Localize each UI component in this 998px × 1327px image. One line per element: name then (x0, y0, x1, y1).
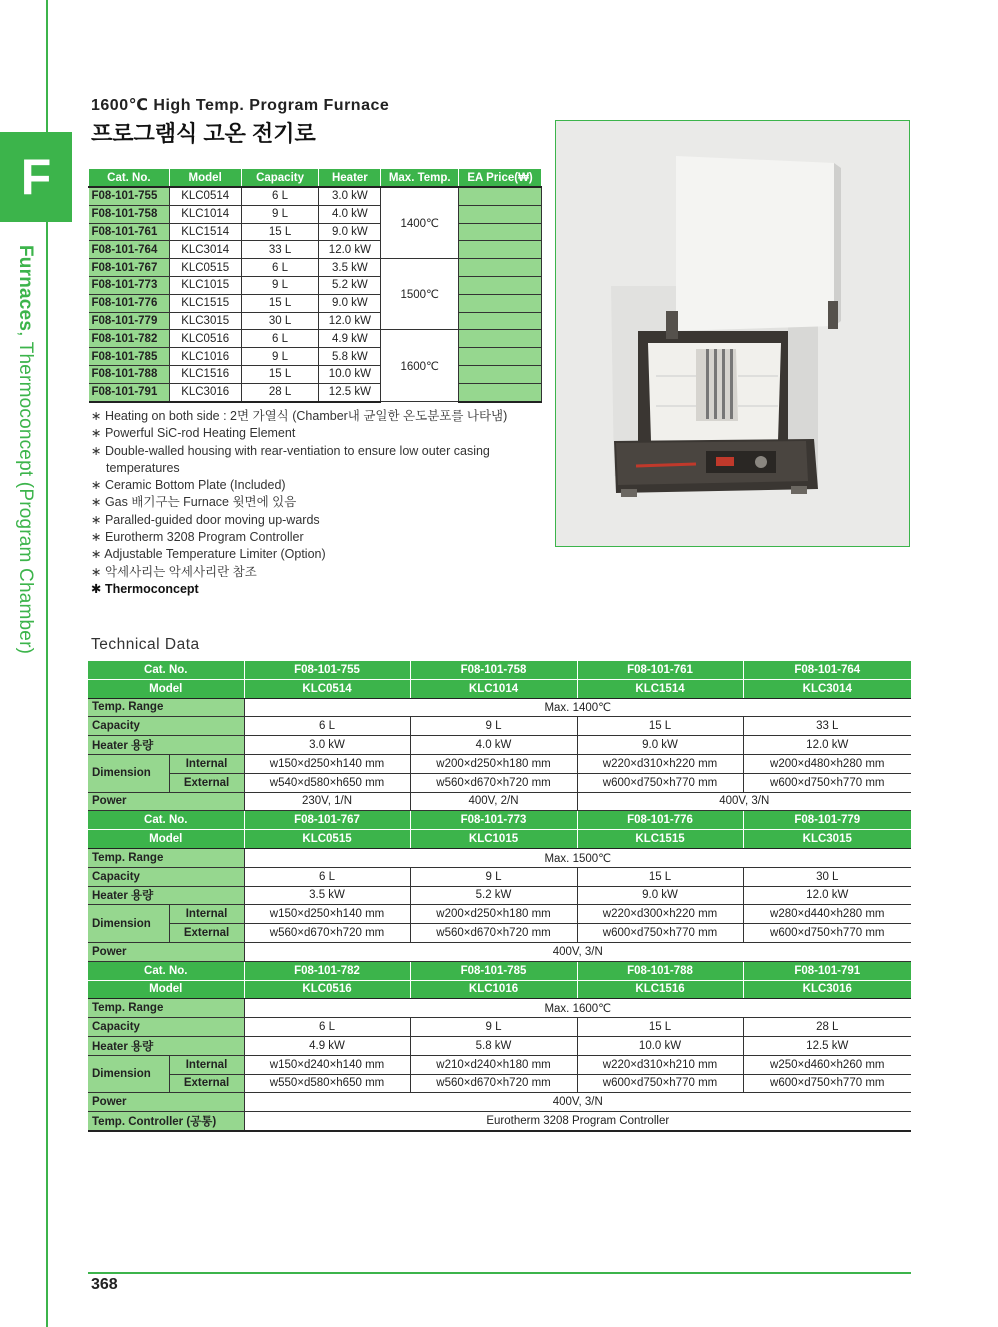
tech-model-row (88, 980, 911, 999)
tech-model: KLC1014 (410, 679, 577, 698)
price-row (89, 348, 542, 366)
model-cell: KLC3016 (169, 383, 241, 401)
max-temp-cell: 1400℃ (381, 187, 459, 259)
price-header-capacity: Capacity (241, 169, 319, 188)
cat-no-cell: F08-101-773 (89, 276, 170, 294)
tech-label-cat: Cat. No. (88, 811, 244, 830)
tech-heater: 12.0 kW (743, 736, 911, 755)
tech-heater-row (88, 886, 911, 905)
side-label-bold: Furnaces (15, 245, 36, 332)
tech-capacity: 9 L (410, 1018, 577, 1037)
tech-internal-dim: w250×d460×h260 mm (743, 1055, 911, 1074)
tech-label-internal: Internal (169, 754, 244, 773)
technical-data-table (88, 661, 911, 1132)
section-side-label (14, 245, 36, 654)
cat-no-cell: F08-101-776 (89, 294, 170, 312)
tech-external-row (88, 773, 911, 792)
tech-temp-row (88, 848, 911, 867)
tech-model-row (88, 830, 911, 849)
tech-heater: 12.5 kW (743, 1036, 911, 1055)
capacity-cell: 15 L (241, 365, 319, 383)
tech-cat-no: F08-101-782 (244, 961, 410, 980)
model-cell: KLC0516 (169, 330, 241, 348)
tech-capacity: 9 L (410, 867, 577, 886)
tech-label-controller: Temp. Controller (공통) (88, 1112, 244, 1131)
tech-internal-row (88, 754, 911, 773)
tech-heater-row (88, 1036, 911, 1055)
price-row (89, 276, 542, 294)
heater-cell: 5.2 kW (319, 276, 381, 294)
tech-internal-dim: w200×d480×h280 mm (743, 754, 911, 773)
heater-cell: 12.0 kW (319, 312, 381, 330)
capacity-cell: 33 L (241, 241, 319, 259)
tech-internal-dim: w220×d310×h210 mm (577, 1055, 743, 1074)
tech-capacity: 15 L (577, 867, 743, 886)
tech-heater: 9.0 kW (577, 736, 743, 755)
tech-label-cat: Cat. No. (88, 961, 244, 980)
tech-external-dim: w600×d750×h770 mm (743, 1074, 911, 1093)
product-photo (555, 120, 910, 547)
tech-internal-dim: w220×d300×h220 mm (577, 905, 743, 924)
tech-cat-row (88, 661, 911, 679)
tech-label-heater: Heater 용량 (88, 736, 244, 755)
capacity-cell: 15 L (241, 294, 319, 312)
tech-label-model: Model (88, 679, 244, 698)
tech-internal-dim: w150×d240×h140 mm (244, 1055, 410, 1074)
capacity-cell: 9 L (241, 276, 319, 294)
tech-capacity-row (88, 867, 911, 886)
tech-cat-no: F08-101-761 (577, 661, 743, 679)
tech-internal-dim: w220×d310×h220 mm (577, 754, 743, 773)
tech-capacity: 28 L (743, 1018, 911, 1037)
tech-external-dim: w560×d670×h720 mm (410, 1074, 577, 1093)
tech-label-dimension: Dimension (88, 1055, 169, 1093)
tech-cat-no: F08-101-755 (244, 661, 410, 679)
tech-temp-row (88, 999, 911, 1018)
tech-heater: 4.9 kW (244, 1036, 410, 1055)
cat-no-cell: F08-101-758 (89, 205, 170, 223)
price-row (89, 205, 542, 223)
price-row (89, 294, 542, 312)
note-item-brand: ✱ Thermoconcept (91, 581, 199, 596)
price-cell (459, 330, 542, 348)
tech-power-row (88, 942, 911, 961)
tech-label-external: External (169, 924, 244, 943)
heater-cell: 4.9 kW (319, 330, 381, 348)
tech-model: KLC3014 (743, 679, 911, 698)
price-cell (459, 241, 542, 259)
note-item: ∗ Double-walled housing with rear-ventiation to ensure low outer casing temperatures (91, 443, 490, 475)
tech-internal-dim: w150×d250×h140 mm (244, 754, 410, 773)
capacity-cell: 6 L (241, 259, 319, 277)
heater-cell: 12.0 kW (319, 241, 381, 259)
model-cell: KLC1016 (169, 348, 241, 366)
note-item: ∗ Powerful SiC-rod Heating Element (91, 426, 296, 441)
tech-model: KLC3016 (743, 980, 911, 999)
tech-model-row (88, 679, 911, 698)
tech-internal-dim: w280×d440×h280 mm (743, 905, 911, 924)
tech-label-dimension: Dimension (88, 754, 169, 792)
tech-heater: 9.0 kW (577, 886, 743, 905)
tech-label-model: Model (88, 980, 244, 999)
max-temp-cell: 1600℃ (381, 330, 459, 402)
tech-power: 400V, 3/N (577, 792, 911, 811)
tech-controller: Eurotherm 3208 Program Controller (244, 1112, 911, 1131)
tech-label-internal: Internal (169, 905, 244, 924)
price-cell (459, 223, 542, 241)
tech-model: KLC0516 (244, 980, 410, 999)
cat-no-cell: F08-101-782 (89, 330, 170, 348)
note-item: ∗ Heating on both side : 2면 가열식 (Chamber내 균일한 온도분포를 나타냄) (91, 409, 508, 423)
tech-capacity-row (88, 717, 911, 736)
tech-model: KLC1016 (410, 980, 577, 999)
tech-heater: 10.0 kW (577, 1036, 743, 1055)
model-cell: KLC1514 (169, 223, 241, 241)
tech-temp-range: Max. 1500℃ (244, 848, 911, 867)
tech-model: KLC1516 (577, 980, 743, 999)
tech-capacity: 30 L (743, 867, 911, 886)
tech-heater: 3.0 kW (244, 736, 410, 755)
note-item: ∗ Adjustable Temperature Limiter (Option) (91, 547, 326, 562)
capacity-cell: 9 L (241, 205, 319, 223)
price-row (89, 223, 542, 241)
tech-capacity: 15 L (577, 717, 743, 736)
tech-external-dim: w540×d580×h650 mm (244, 773, 410, 792)
tech-label-external: External (169, 1074, 244, 1093)
tech-cat-no: F08-101-758 (410, 661, 577, 679)
furnace-illustration (556, 121, 909, 546)
tech-capacity: 6 L (244, 1018, 410, 1037)
cat-no-cell: F08-101-791 (89, 383, 170, 401)
tech-external-dim: w560×d670×h720 mm (244, 924, 410, 943)
model-cell: KLC3015 (169, 312, 241, 330)
model-cell: KLC1014 (169, 205, 241, 223)
tech-temp-row (88, 698, 911, 717)
tech-label-power: Power (88, 942, 244, 961)
heater-cell: 3.5 kW (319, 259, 381, 277)
price-row (89, 383, 542, 401)
tech-external-dim: w600×d750×h770 mm (743, 773, 911, 792)
price-cell (459, 365, 542, 383)
price-cell (459, 294, 542, 312)
note-item: ∗ 악세사리는 악세사리란 참조 (91, 564, 257, 579)
title-korean: 프로그램식 고온 전기로 (91, 121, 316, 146)
tech-label-capacity: Capacity (88, 717, 244, 736)
price-cell (459, 383, 542, 401)
tech-model: KLC1514 (577, 679, 743, 698)
heater-cell: 4.0 kW (319, 205, 381, 223)
capacity-cell: 6 L (241, 330, 319, 348)
tech-capacity: 33 L (743, 717, 911, 736)
tech-capacity: 6 L (244, 717, 410, 736)
tech-cat-no: F08-101-791 (743, 961, 911, 980)
tech-internal-row (88, 905, 911, 924)
model-cell: KLC1515 (169, 294, 241, 312)
tech-power: 400V, 2/N (410, 792, 577, 811)
tech-capacity: 6 L (244, 867, 410, 886)
tech-cat-row (88, 961, 911, 980)
tech-external-dim: w560×d670×h720 mm (410, 773, 577, 792)
tech-cat-no: F08-101-767 (244, 811, 410, 830)
tech-internal-row (88, 1055, 911, 1074)
tech-model: KLC0515 (244, 830, 410, 849)
note-item: ∗ Ceramic Bottom Plate (Included) (91, 478, 286, 493)
tech-cat-no: F08-101-779 (743, 811, 911, 830)
tech-capacity-row (88, 1018, 911, 1037)
price-header-price: EA Price(₩) (459, 169, 542, 188)
tech-heater-row (88, 736, 911, 755)
model-cell: KLC1015 (169, 276, 241, 294)
tech-power-row (88, 1093, 911, 1112)
cat-no-cell: F08-101-788 (89, 365, 170, 383)
price-cell (459, 348, 542, 366)
note-item: ∗ Eurotherm 3208 Program Controller (91, 530, 304, 545)
tech-label-cat: Cat. No. (88, 661, 244, 679)
tech-internal-dim: w150×d250×h140 mm (244, 905, 410, 924)
tech-cat-no: F08-101-785 (410, 961, 577, 980)
side-label-rest: , Thermoconcept (Program Chamber) (15, 331, 36, 655)
heater-cell: 9.0 kW (319, 294, 381, 312)
feature-notes (91, 408, 546, 598)
tech-power: 400V, 3/N (244, 1093, 911, 1112)
price-row (89, 187, 542, 205)
tech-label-model: Model (88, 830, 244, 849)
capacity-cell: 6 L (241, 187, 319, 205)
tech-label-capacity: Capacity (88, 867, 244, 886)
tech-cat-no: F08-101-764 (743, 661, 911, 679)
price-row (89, 330, 542, 348)
tech-cat-no: F08-101-776 (577, 811, 743, 830)
price-cell (459, 312, 542, 330)
price-row (89, 365, 542, 383)
tech-external-dim: w560×d670×h720 mm (410, 924, 577, 943)
footer-rule (88, 1272, 911, 1274)
price-header-model: Model (169, 169, 241, 188)
max-temp-cell: 1500℃ (381, 259, 459, 330)
technical-table-body (88, 661, 911, 1131)
price-row (89, 312, 542, 330)
tech-external-dim: w600×d750×h770 mm (577, 924, 743, 943)
tech-heater: 4.0 kW (410, 736, 577, 755)
tech-label-internal: Internal (169, 1055, 244, 1074)
price-cell (459, 259, 542, 277)
cat-no-cell: F08-101-755 (89, 187, 170, 205)
tech-label-temp: Temp. Range (88, 848, 244, 867)
tech-cat-row (88, 811, 911, 830)
note-item: ∗ Gas 배기구는 Furnace 윗면에 있음 (91, 495, 297, 510)
tech-label-power: Power (88, 1093, 244, 1112)
tech-cat-no: F08-101-773 (410, 811, 577, 830)
capacity-cell: 15 L (241, 223, 319, 241)
tech-external-row (88, 1074, 911, 1093)
price-table (88, 168, 542, 403)
title-english: 1600℃ High Temp. Program Furnace (91, 97, 390, 114)
price-cell (459, 205, 542, 223)
tech-internal-dim: w210×d240×h180 mm (410, 1055, 577, 1074)
tech-model: KLC3015 (743, 830, 911, 849)
tech-controller-row (88, 1112, 911, 1131)
section-tab: F (0, 132, 72, 222)
tech-temp-range: Max. 1600℃ (244, 999, 911, 1018)
capacity-cell: 30 L (241, 312, 319, 330)
tech-internal-dim: w200×d250×h180 mm (410, 754, 577, 773)
tech-model: KLC1015 (410, 830, 577, 849)
tech-label-temp: Temp. Range (88, 698, 244, 717)
price-header-cat: Cat. No. (89, 169, 170, 188)
tech-heater: 5.2 kW (410, 886, 577, 905)
heater-cell: 9.0 kW (319, 223, 381, 241)
price-header-heater: Heater (319, 169, 381, 188)
tech-heater: 3.5 kW (244, 886, 410, 905)
price-table-body (89, 187, 542, 402)
tech-capacity: 9 L (410, 717, 577, 736)
tech-external-dim: w550×d580×h650 mm (244, 1074, 410, 1093)
tech-label-temp: Temp. Range (88, 999, 244, 1018)
cat-no-cell: F08-101-764 (89, 241, 170, 259)
tech-label-dimension: Dimension (88, 905, 169, 943)
model-cell: KLC1516 (169, 365, 241, 383)
cat-no-cell: F08-101-761 (89, 223, 170, 241)
price-cell (459, 276, 542, 294)
price-row (89, 259, 542, 277)
price-header-maxtemp: Max. Temp. (381, 169, 459, 188)
cat-no-cell: F08-101-779 (89, 312, 170, 330)
heater-cell: 10.0 kW (319, 365, 381, 383)
tech-heater: 5.8 kW (410, 1036, 577, 1055)
capacity-cell: 9 L (241, 348, 319, 366)
model-cell: KLC0514 (169, 187, 241, 205)
tech-model: KLC1515 (577, 830, 743, 849)
cat-no-cell: F08-101-785 (89, 348, 170, 366)
tech-cat-no: F08-101-788 (577, 961, 743, 980)
tech-label-heater: Heater 용량 (88, 1036, 244, 1055)
heater-cell: 5.8 kW (319, 348, 381, 366)
tech-capacity: 15 L (577, 1018, 743, 1037)
tech-external-dim: w600×d750×h770 mm (743, 924, 911, 943)
tech-label-heater: Heater 용량 (88, 886, 244, 905)
price-row (89, 241, 542, 259)
page-number: 368 (91, 1276, 118, 1293)
technical-data-title: Technical Data (91, 636, 200, 653)
model-cell: KLC0515 (169, 259, 241, 277)
tech-label-external: External (169, 773, 244, 792)
note-item: ∗ Paralled-guided door moving up-wards (91, 512, 320, 527)
tech-temp-range: Max. 1400℃ (244, 698, 911, 717)
tech-internal-dim: w200×d250×h180 mm (410, 905, 577, 924)
heater-cell: 12.5 kW (319, 383, 381, 401)
tech-power-row (88, 792, 911, 811)
tech-external-row (88, 924, 911, 943)
model-cell: KLC3014 (169, 241, 241, 259)
cat-no-cell: F08-101-767 (89, 259, 170, 277)
tech-power: 230V, 1/N (244, 792, 410, 811)
capacity-cell: 28 L (241, 383, 319, 401)
tech-heater: 12.0 kW (743, 886, 911, 905)
tech-power: 400V, 3/N (244, 942, 911, 961)
tech-label-capacity: Capacity (88, 1018, 244, 1037)
price-cell (459, 187, 542, 205)
tech-model: KLC0514 (244, 679, 410, 698)
tech-external-dim: w600×d750×h770 mm (577, 773, 743, 792)
tech-label-power: Power (88, 792, 244, 811)
heater-cell: 3.0 kW (319, 187, 381, 205)
tech-external-dim: w600×d750×h770 mm (577, 1074, 743, 1093)
